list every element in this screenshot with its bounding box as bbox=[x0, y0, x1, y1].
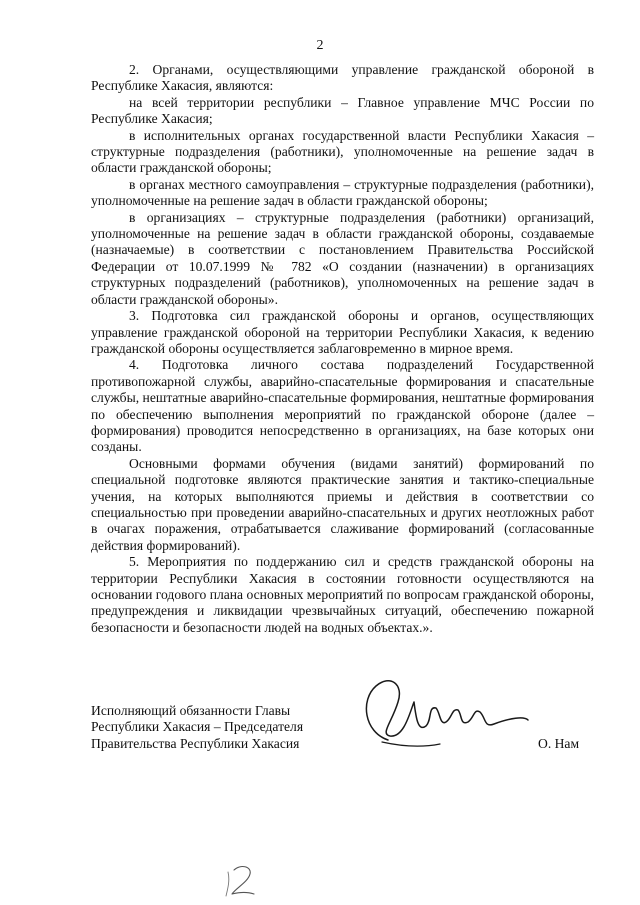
paragraph-item-2: 2. Органами, осуществляющими управление гражданской обороной в Республике Хакасия, являются: bbox=[91, 62, 594, 94]
paragraph-item-3: 3. Подготовка сил гражданской обороны и органов, осуществляющих управление гражданской обороной на территории Республики Хакасия, к ведению гражданской обороны осуществляется заблаговременно в мирное время. bbox=[91, 308, 594, 356]
signatory-title-line: Республики Хакасия – Председателя bbox=[91, 719, 304, 735]
signatory-title-line: Исполняющий обязанности Главы bbox=[91, 703, 291, 718]
paragraph-territory: на всей территории республики – Главное управление МЧС России по Республике Хакасия; bbox=[91, 94, 594, 127]
paragraph-training-forms: Основными формами обучения (видами занятий) формирований по специальной подготовке являются практические занятия и тактико-специальные учения, на которых выполняются приемы и действия в соответствии со специальностью при проведении аварийно-спасательных и других неотложных работ в очагах поражения, отрабатывается слаживание формирований (согласованные действия формирований). bbox=[91, 455, 594, 553]
handwritten-mark bbox=[222, 862, 262, 900]
paragraph-organizations: в организациях – структурные подразделения (работники) организаций, уполномоченные на решение задач в области гражданской обороны, создаваемые (назначаемые) в соответствии с постановлением Правительства Российской Федерации от 10.07.1999 № 782 «О создании (назначении) в организациях структурных подразделений (работников), уполномоченных на решение задач в области гражданской обороны». bbox=[91, 209, 594, 307]
document-body bbox=[91, 62, 594, 636]
page-number: 2 bbox=[316, 38, 324, 53]
signatory-title-line: Правительства Республики Хакасия bbox=[91, 735, 300, 751]
signatory-title bbox=[91, 703, 303, 752]
paragraph-local-government: в органах местного самоуправления – структурные подразделения (работники), уполномоченные на решение задач в области гражданской обороны; bbox=[91, 176, 594, 209]
paragraph-executive-bodies: в исполнительных органах государственной власти Республики Хакасия – структурные подразделения (работники), уполномоченные на решение задач в области гражданской обороны; bbox=[91, 127, 594, 176]
signer-name: О. Нам bbox=[538, 736, 580, 751]
paragraph-item-4: 4. Подготовка личного состава подразделений Государственной противопожарной службы, аварийно-спасательные формирования и спасательные службы, нештатные аварийно-спасательные формирования, нештатные формирования по обеспечению выполнения мероприятий по гражданской обороне (далее – формирования) проводится непосредственно в организациях, на базе которых они созданы. bbox=[91, 357, 594, 455]
paragraph-item-5: 5. Мероприятия по поддержанию сил и средств гражданской обороны на территории Республики Хакасия в состоянии готовности осуществляются на основании годового плана основных мероприятий по вопросам гражданской обороны, предупреждения и ликвидации чрезвычайных ситуаций, обеспечению пожарной безопасности и безопасности людей на водных объектах.». bbox=[91, 554, 594, 635]
handwritten-signature bbox=[360, 672, 530, 752]
